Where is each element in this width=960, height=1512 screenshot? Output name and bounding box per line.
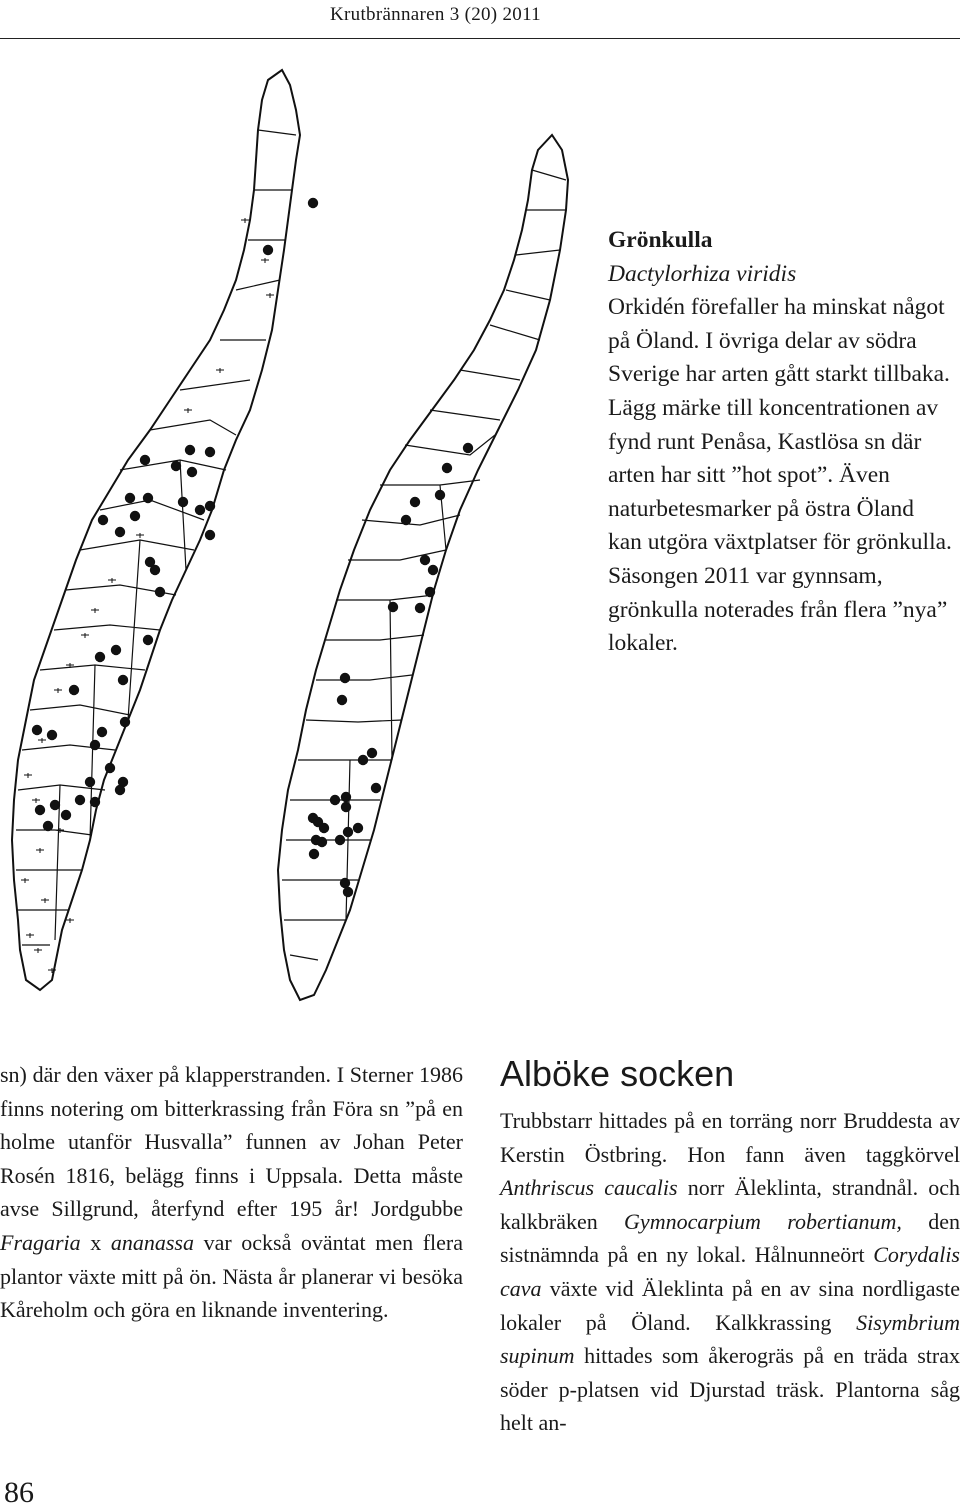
record-dot (115, 527, 125, 537)
left-paragraph (0, 1058, 463, 1327)
record-dot (425, 587, 435, 597)
record-dot (97, 727, 107, 737)
record-dot (371, 783, 381, 793)
old-record-mark (26, 933, 34, 938)
record-dot (50, 800, 60, 810)
record-dot (98, 515, 108, 525)
old-record-mark (34, 948, 42, 953)
running-header (0, 0, 960, 39)
record-dot (178, 497, 188, 507)
record-dot (340, 673, 350, 683)
left-map-borders (16, 130, 296, 945)
old-record-mark (184, 408, 192, 413)
record-dot (185, 445, 195, 455)
record-dot (317, 837, 327, 847)
record-dot (410, 497, 420, 507)
right-paragraph (500, 1104, 960, 1440)
record-dot (428, 565, 438, 575)
record-dot (90, 797, 100, 807)
right-text-4: växte vid Äleklinta på en av sina nordligaste lokaler på Öland. Kalkkrassing (500, 1275, 960, 1335)
section-title: Alböke socken (500, 1053, 735, 1094)
record-dot (130, 511, 140, 521)
record-dot (115, 785, 125, 795)
record-dot (155, 587, 165, 597)
record-dot (337, 695, 347, 705)
species-description: Orkidén förefaller ha minskat något på Öland. I övriga delar av södra Sverige har arten gått starkt tillbaka. Lägg märke till koncentrationen av fynd runt Penåsa, Kastlösa sn där arten har sitt ”hot spot”. Även naturbetesmarker på östra Öland kan utgöra växtplatser för grönkulla. Säsongen 2011 var gynnsam, grönkulla noterades från flera ”nya” lokaler. (608, 294, 952, 657)
old-record-mark (266, 293, 274, 298)
record-dot (309, 849, 319, 859)
record-dot (195, 505, 205, 515)
right-text-1: Trubbstarr hittades på en torräng norr Bruddesta av Kerstin Östbring. Hon fann även taggkörvel (500, 1108, 960, 1167)
old-record-mark (41, 898, 49, 903)
record-dot (367, 748, 377, 758)
old-record-mark (66, 918, 74, 923)
record-dot (205, 530, 215, 540)
old-record-mark (21, 878, 29, 883)
old-record-mark (54, 688, 62, 693)
latin-sisymbrium: Sisymbrium supinum (500, 1309, 960, 1369)
right-text-3: den sistnämnda på en ny lokal. Hålnunneört (500, 1208, 960, 1268)
maps-svg (0, 40, 600, 1040)
record-dot (125, 493, 135, 503)
record-dot (330, 795, 340, 805)
record-dot (120, 717, 130, 727)
record-dot (35, 805, 45, 815)
old-record-mark (38, 738, 46, 743)
record-dot (420, 555, 430, 565)
species-latin-name: Dactylorhiza viridis (608, 260, 797, 287)
record-dot (401, 515, 411, 525)
old-record-mark (216, 368, 224, 373)
right-map-outline (278, 135, 568, 1000)
record-dot (358, 755, 368, 765)
record-dot (341, 792, 351, 802)
record-dot (143, 635, 153, 645)
record-dot (140, 455, 150, 465)
record-dot (353, 823, 363, 833)
record-dot (85, 777, 95, 787)
old-record-mark (91, 608, 99, 613)
record-dot (415, 603, 425, 613)
old-record-mark (108, 578, 116, 583)
record-dot (69, 685, 79, 695)
record-dot (75, 795, 85, 805)
record-dot (343, 827, 353, 837)
record-dot (105, 763, 115, 773)
left-text-c: var också oväntat men flera plantor växte mitt på ön. Nästa år planerar vi besöka Kåreholm och göra en liknande inventering. (0, 1229, 464, 1323)
old-record-mark (56, 828, 64, 833)
record-dot (388, 602, 398, 612)
record-dot (435, 490, 445, 500)
old-record-mark (241, 218, 249, 223)
record-dot (150, 565, 160, 575)
old-record-mark (36, 848, 44, 853)
record-dot (143, 493, 153, 503)
record-dots (21, 198, 473, 973)
record-dot (171, 461, 181, 471)
record-dot (118, 675, 128, 685)
record-dot (111, 645, 121, 655)
record-dot (47, 730, 57, 740)
right-map (278, 135, 568, 1000)
latin-gymnocarpium: Gymnocarpium robertianum, (624, 1208, 902, 1234)
record-dot (90, 740, 100, 750)
left-column (0, 1058, 463, 1327)
record-dot (308, 198, 318, 208)
record-dot (340, 878, 350, 888)
latin-anthriscus: Anthriscus caucalis (500, 1175, 678, 1201)
record-dot (463, 443, 473, 453)
record-dot (263, 245, 273, 255)
record-dot (205, 501, 215, 511)
latin-ananassa: ananassa (110, 1229, 194, 1255)
record-dot (43, 821, 53, 831)
record-dot (343, 887, 353, 897)
latin-corydalis: Corydalis cava (500, 1242, 960, 1301)
left-text-a: sn) där den växer på klapperstranden. I Sterner 1986 finns notering om bitterkrassing från Föra sn ”på en holme utanför Husvalla” funnen av Johan Peter Rosén 1816, belägg finns i Uppsala. Detta måste avse Sillgrund, återfynd efter 195 år! Jordgubbe (0, 1062, 463, 1222)
record-dot (319, 823, 329, 833)
record-dot (341, 802, 351, 812)
record-dot (335, 835, 345, 845)
record-dot (205, 447, 215, 457)
running-title: Krutbrännaren 3 (20) 2011 (330, 4, 541, 25)
record-dot (442, 463, 452, 473)
right-text-5: hittades som åkerogräs på en träda strax söder p-platsen vid Djurstad träsk. Plantorna såg helt an- (500, 1343, 960, 1436)
map-figure (0, 40, 600, 1040)
old-record-mark (24, 773, 32, 778)
left-map-outline (12, 70, 300, 990)
right-column (500, 1052, 960, 1440)
page-number: 86 (4, 1476, 34, 1509)
right-text-2: norr Äleklinta, strandnål. och kalkbräken (500, 1175, 960, 1234)
record-dot (61, 810, 71, 820)
old-record-mark (261, 258, 269, 263)
record-dot (187, 467, 197, 477)
left-map (12, 70, 300, 990)
old-record-mark (136, 533, 144, 538)
latin-fragaria: Fragaria (0, 1229, 81, 1255)
old-record-mark (32, 798, 40, 803)
old-record-mark (81, 633, 89, 638)
species-note (608, 224, 953, 661)
left-text-b: x (80, 1229, 111, 1255)
record-dot (95, 652, 105, 662)
species-title: Grönkulla (608, 227, 713, 253)
record-dot (32, 725, 42, 735)
